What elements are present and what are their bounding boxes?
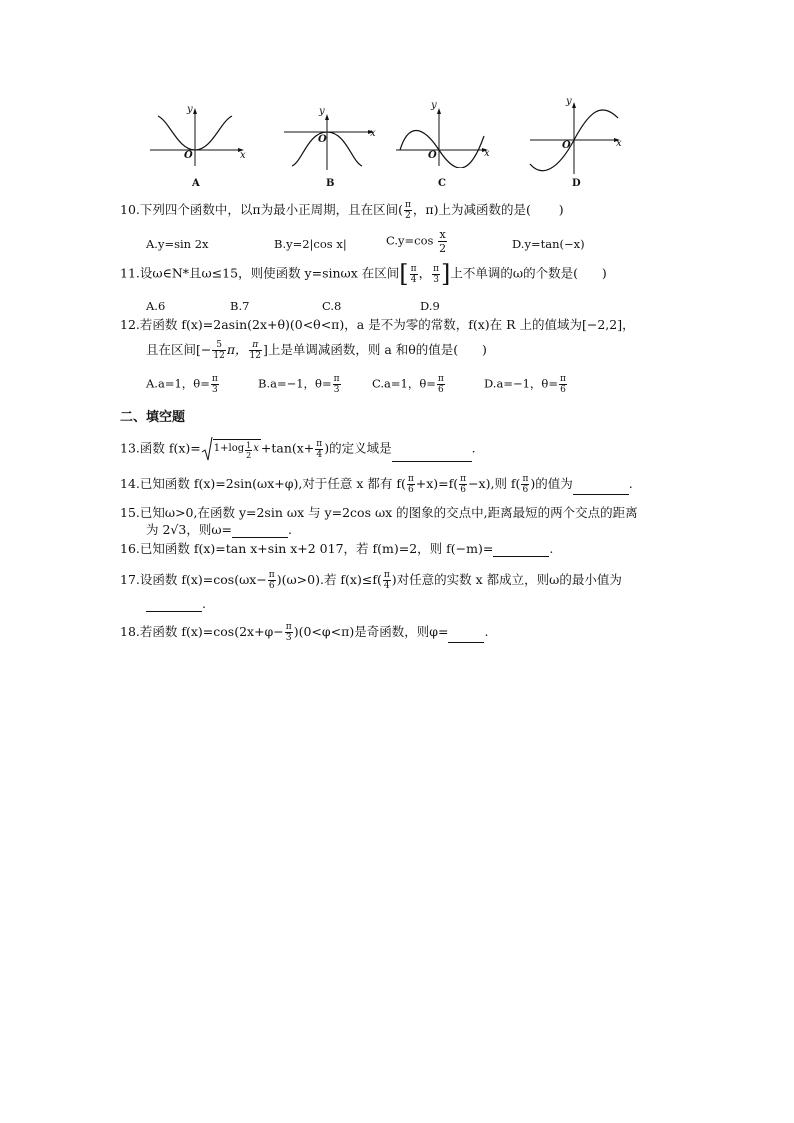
q12-opt-a-text: A.a=1，θ= — [146, 376, 210, 391]
q13-base-num: 1 — [246, 440, 252, 450]
q17-frac-1 — [268, 570, 276, 591]
q13-f-num: π — [316, 438, 323, 449]
q17-f2-num: π — [383, 570, 390, 580]
q13-text-b: +tan(x+ — [260, 440, 315, 456]
graph-b-y-label: y — [319, 106, 325, 117]
q12-opt-b-num: π — [333, 374, 340, 384]
graph-b-origin: O — [318, 134, 327, 145]
q12-opt-c-den: 6 — [438, 385, 444, 395]
graph-d-label: D — [572, 178, 581, 189]
q14-f3-den: 6 — [522, 485, 529, 495]
q14-f1-num: π — [407, 474, 414, 484]
q14-frac-1 — [407, 474, 415, 495]
q13-text-a: 13.函数 f(x)= — [120, 440, 201, 456]
question-16 — [120, 541, 553, 557]
q12-option-a — [146, 374, 220, 395]
q12-opt-a-den: 3 — [211, 385, 218, 395]
q14-f3-num: π — [522, 474, 529, 484]
q15-line2-b: . — [288, 522, 292, 537]
q12-line2-a: 且在区间[− — [146, 342, 212, 357]
section-heading-fill-in: 二、填空题 — [120, 410, 186, 425]
question-11 — [120, 262, 607, 286]
question-10 — [120, 200, 564, 221]
question-18 — [120, 622, 488, 643]
q10-option-c-text: C.y=cos — [386, 233, 434, 248]
q10-stem-b: ，π)上为减函数的是( — [412, 202, 531, 217]
graph-b — [282, 106, 382, 189]
q12-opt-b-text: B.a=−1，θ= — [258, 376, 332, 391]
q16-answer-blank[interactable] — [493, 544, 549, 557]
q11-stem-b: 上不单调的ω的个数是( — [450, 265, 578, 281]
graph-a-label: A — [192, 178, 200, 189]
q18-frac — [285, 622, 293, 643]
graph-c-label: C — [438, 178, 446, 189]
graph-a — [148, 104, 248, 189]
q11-option-a: A.6 — [146, 299, 166, 313]
q13-answer-blank[interactable] — [392, 449, 472, 462]
q14-f2-den: 6 — [460, 485, 466, 495]
q12-f2-den: 12 — [249, 351, 261, 361]
q18-text-a: 18.若函数 f(x)=cos(2x+φ− — [120, 624, 284, 639]
q11-f1-num: π — [410, 263, 417, 274]
q17-frac-2 — [383, 570, 391, 591]
q12-opt-b-frac — [333, 374, 341, 395]
q12-line2-b: ]上是单调减函数，则 a 和θ的值是( — [262, 342, 459, 357]
q11-frac-1 — [410, 264, 418, 285]
q11-option-c: C.8 — [322, 299, 342, 313]
q10-fraction — [404, 200, 412, 221]
q14-text-b: +x)=f( — [415, 476, 459, 491]
sqrt-sign-icon — [201, 436, 213, 462]
graph-a-y-label: y — [187, 104, 193, 115]
question-13 — [120, 436, 476, 462]
q18-f-den: 3 — [285, 633, 292, 643]
q13-base-den: 2 — [246, 450, 252, 460]
graph-d-origin: O — [562, 140, 571, 151]
q11-f2-den: 3 — [433, 274, 439, 285]
q14-frac-2 — [459, 474, 467, 495]
q13-sqrt — [201, 436, 261, 462]
q11-f2-num: π — [433, 263, 440, 274]
graph-b-label: B — [326, 178, 335, 189]
q13-f-den: 4 — [316, 449, 323, 460]
q14-text-a: 14.已知函数 f(x)=2sin(ωx+φ),对于任意 x 都有 f( — [120, 476, 406, 491]
q14-text-e: . — [628, 476, 633, 491]
q17-text-c: )对任意的实数 x 都成立，则ω的最小值为 — [391, 572, 622, 587]
q13-frac — [315, 439, 323, 460]
q14-frac-3 — [521, 474, 529, 495]
q12-frac-1 — [212, 340, 225, 361]
graph-a-origin: O — [184, 150, 193, 161]
q12-option-b — [258, 374, 342, 395]
q14-answer-blank[interactable] — [573, 482, 629, 495]
q10-stem-c: ) — [558, 202, 564, 217]
q13-text-c: )的定义域是 — [324, 440, 392, 456]
q12-f1-den: 12 — [213, 351, 225, 361]
question-12-line1: 12.若函数 f(x)=2asin(2x+θ)(0<θ<π)，a 是不为零的常数，f(x)在 R 上的值域为[−2,2]， — [120, 317, 635, 332]
q10-option-d: D.y=tan(−x) — [512, 237, 585, 251]
q11-frac-2 — [432, 264, 440, 285]
q15-answer-blank[interactable] — [232, 525, 288, 538]
q11-right-bracket: ] — [441, 260, 451, 288]
q11-option-b: B.7 — [230, 299, 250, 313]
q12-opt-c-num: π — [437, 374, 444, 384]
graph-c — [394, 100, 494, 189]
q16-text-a: 16.已知函数 f(x)=tan x+sin x+2 017，若 f(m)=2，则 f(−m)= — [120, 541, 494, 556]
q12-opt-a-frac — [211, 374, 219, 395]
q12-opt-d-den: 6 — [560, 385, 566, 395]
q14-f1-den: 6 — [407, 485, 414, 495]
graph-b-x-label: x — [370, 128, 376, 139]
graph-c-y-label: y — [431, 100, 437, 111]
q13-log: 1+log — [213, 442, 245, 454]
q11-stem: 11.设ω∈N*且ω≤15，则使函数 y=sinωx 在区间 — [120, 265, 400, 281]
q11-stem-c: ) — [601, 265, 607, 281]
q12-opt-c-text: C.a=1，θ= — [372, 376, 436, 391]
q10-stem: 10.下列四个函数中，以π为最小正周期，且在区间( — [120, 202, 403, 217]
q10-frac-den: 2 — [405, 211, 411, 221]
q18-text-c: . — [484, 624, 489, 639]
q14-text-c: −x),则 f( — [468, 476, 521, 491]
graph-c-origin: O — [428, 150, 437, 161]
q18-answer-blank[interactable] — [448, 630, 484, 643]
q12-opt-d-text: D.a=−1，θ= — [484, 376, 558, 391]
q12-opt-b-den: 3 — [333, 385, 340, 395]
q17-text-b: )(ω>0).若 f(x)≤f( — [276, 572, 382, 587]
question-15-line1: 15.已知ω>0,在函数 y=2sin ωx 与 y=2cos ωx 的图象的交点中,距离最短的两个交点的距离 — [120, 505, 638, 520]
q11-left-bracket: [ — [399, 260, 409, 288]
q13-log-base — [245, 441, 252, 460]
q10-option-c — [386, 228, 448, 255]
q12-f1-num: 5 — [212, 340, 225, 351]
q10-frac-num: π — [404, 200, 411, 210]
q12-opt-d-frac — [559, 374, 567, 395]
graph-d-x-label: x — [616, 138, 622, 149]
q10-opt-c-num: x — [439, 228, 446, 241]
question-17-line2 — [146, 596, 206, 612]
graph-a-x-label: x — [240, 150, 246, 161]
question-17 — [120, 570, 622, 591]
q12-opt-c-frac — [437, 374, 445, 395]
q13-x: x — [253, 442, 259, 454]
q10-option-c-frac — [438, 228, 447, 255]
q12-opt-d-num: π — [559, 374, 566, 384]
q12-line2-c: ) — [482, 342, 487, 357]
q16-text-b: . — [549, 541, 554, 556]
q17-f1-num: π — [268, 570, 275, 580]
q13-text-d: . — [471, 440, 476, 456]
q12-option-d — [484, 374, 568, 395]
q17-line2: . — [202, 596, 206, 611]
q10-option-a: A.y=sin 2x — [146, 237, 209, 251]
question-12-line2 — [146, 340, 487, 361]
q11-f1-den: 4 — [410, 274, 417, 285]
q18-f-num: π — [285, 622, 292, 632]
q18-text-b: )(0<φ<π)是奇函数，则φ= — [293, 624, 449, 639]
q12-option-c — [372, 374, 446, 395]
q11-sep: ， — [418, 265, 432, 281]
q12-pi: π， — [226, 342, 248, 357]
q17-text-a: 17.设函数 f(x)=cos(ωx− — [120, 572, 267, 587]
graph-c-x-label: x — [484, 148, 490, 159]
graph-d-y-label: y — [566, 96, 572, 107]
graph-d — [528, 96, 628, 189]
q14-text-d: )的值为 — [530, 476, 573, 491]
q12-f2-num: π — [249, 340, 262, 351]
q17-f1-den: 6 — [268, 581, 275, 591]
q10-option-b: B.y=2|cos x| — [274, 237, 347, 251]
question-15-line2 — [146, 522, 292, 538]
q17-answer-blank[interactable] — [146, 599, 202, 612]
q10-opt-c-den: 2 — [439, 242, 447, 255]
q14-f2-num: π — [460, 474, 467, 484]
q12-frac-2 — [249, 340, 262, 361]
question-14 — [120, 474, 633, 495]
q12-opt-a-num: π — [211, 374, 218, 384]
q17-f2-den: 4 — [383, 581, 390, 591]
q11-option-d: D.9 — [420, 299, 440, 313]
q15-line2-a: 为 2√3，则ω= — [146, 522, 233, 537]
